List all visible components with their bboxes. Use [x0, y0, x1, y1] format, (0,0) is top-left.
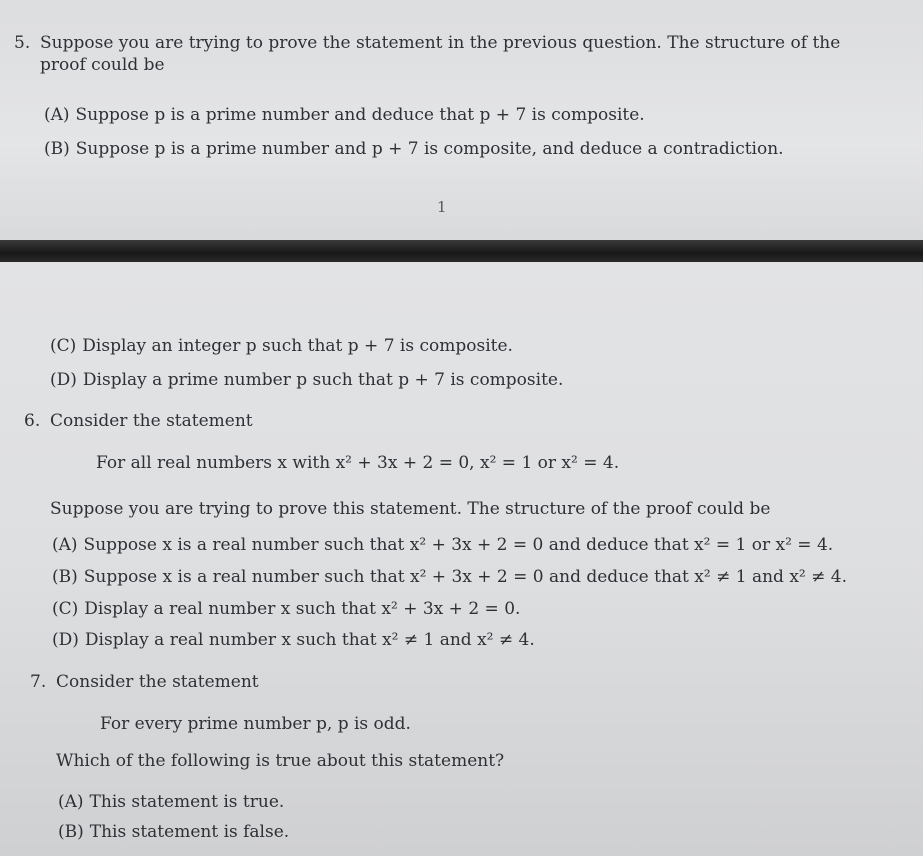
- q5-option-d-label: (D): [50, 370, 77, 390]
- q5-option-d-text: Display a prime number p such that p + 7 is composite.: [82, 370, 564, 390]
- q7-option-a-label: (A): [58, 792, 84, 812]
- q7-option-a: [58, 791, 284, 813]
- q6-option-b: [52, 566, 847, 588]
- q5-option-a: [44, 104, 645, 126]
- q7-statement: For every prime number p, p is odd.: [100, 714, 411, 734]
- q5-option-d: [50, 369, 563, 391]
- q5-option-a-text: Suppose p is a prime number and deduce that p + 7 is composite.: [75, 105, 645, 125]
- q5-option-c-label: (C): [50, 336, 77, 356]
- q7-intro: Consider the statement: [56, 672, 259, 692]
- q5-option-c-text: Display an integer p such that p + 7 is composite.: [82, 336, 513, 356]
- q6-option-d: [52, 629, 535, 651]
- q6-prompt: Suppose you are trying to prove this statement. The structure of the proof could be: [50, 499, 771, 519]
- q6-option-d-label: (D): [52, 630, 79, 650]
- q7-option-a-text: This statement is true.: [89, 792, 285, 812]
- q5-number: 5.: [14, 33, 31, 53]
- worksheet-page-1: [0, 0, 923, 240]
- q5-stem-line2: proof could be: [40, 55, 165, 75]
- page-number: 1: [437, 198, 447, 216]
- q7-option-b: [58, 821, 289, 843]
- q5-option-b-label: (B): [44, 139, 70, 159]
- q7-number: 7.: [30, 672, 47, 692]
- q6-option-d-text: Display a real number x such that x² ≠ 1 and x² ≠ 4.: [84, 630, 535, 650]
- q6-statement: For all real numbers x with x² + 3x + 2 = 0, x² = 1 or x² = 4.: [96, 453, 620, 473]
- q7-option-b-text: This statement is false.: [89, 822, 290, 842]
- q7-option-b-label: (B): [58, 822, 84, 842]
- q6-number: 6.: [24, 411, 41, 431]
- q6-intro: Consider the statement: [50, 411, 253, 431]
- q5-option-b: [44, 138, 784, 160]
- q6-option-a-text: Suppose x is a real number such that x² + 3x + 2 = 0 and deduce that x² = 1 or x² = 4.: [83, 535, 834, 555]
- page-gap: [0, 240, 923, 262]
- q6-option-c: [52, 598, 520, 620]
- q6-option-b-text: Suppose x is a real number such that x² + 3x + 2 = 0 and deduce that x² ≠ 1 and x² ≠ 4.: [83, 567, 847, 587]
- q6-option-b-label: (B): [52, 567, 78, 587]
- q6-option-c-text: Display a real number x such that x² + 3x + 2 = 0.: [84, 599, 521, 619]
- q6-option-a: [52, 534, 833, 556]
- q6-option-c-label: (C): [52, 599, 79, 619]
- q5-stem-line1: Suppose you are trying to prove the statement in the previous question. The structure of the: [40, 33, 841, 53]
- q5-option-a-label: (A): [44, 105, 70, 125]
- q6-option-a-label: (A): [52, 535, 78, 555]
- q7-prompt: Which of the following is true about this statement?: [56, 751, 505, 771]
- q5-option-c: [50, 335, 513, 357]
- q5-option-b-text: Suppose p is a prime number and p + 7 is composite, and deduce a contradiction.: [75, 139, 784, 159]
- worksheet-page-2: [0, 262, 923, 856]
